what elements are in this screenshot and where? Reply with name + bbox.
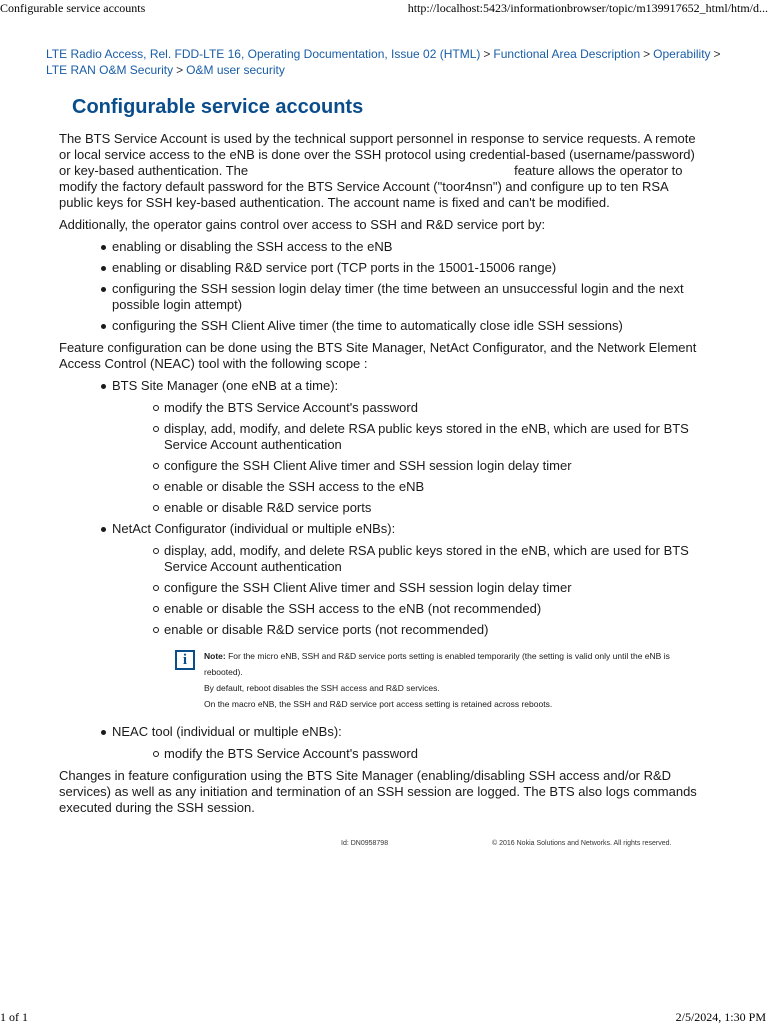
neac-capability-list — [112, 746, 699, 762]
copyright-notice: © 2016 Nokia Solutions and Networks. All rights reserved. — [492, 840, 672, 847]
note-line-2: By default, reboot disables the SSH access and R&D services. — [204, 683, 440, 693]
tool-label: NetAct Configurator (individual or multiple eNBs): — [112, 521, 396, 536]
list-item: display, add, modify, and delete RSA public keys stored in the eNB, which are used for BTS Service Account authentication — [112, 421, 699, 453]
tool-list — [59, 378, 699, 762]
tool-netact-configurator — [59, 521, 699, 712]
intro-text-part1: The BTS Service Account is used by the technical support personnel in response to service requests. A remote or local service access to the eNB is done over the SSH protocol using credential-based (username/password) or key-based authentication. The — [59, 131, 696, 178]
bts-capability-list — [112, 400, 699, 516]
list-item: configuring the SSH Client Alive timer (the time to automatically close idle SSH sessions) — [59, 318, 699, 334]
print-datetime: 2/5/2024, 1:30 PM — [675, 1010, 766, 1024]
list-item: enabling or disabling R&D service port (TCP ports in the 15001-15006 range) — [59, 260, 699, 276]
document-id: Id: DN0958798 — [341, 840, 389, 847]
list-item: modify the BTS Service Account's password — [112, 746, 699, 762]
changes-paragraph: Changes in feature configuration using the BTS Site Manager (enabling/disabling SSH access and/or R&D services) as well as any initiation and termination of an SSH session are logged. The BTS also logs commands executed during the SSH session. — [59, 768, 697, 815]
feature-config-paragraph: Feature configuration can be done using the BTS Site Manager, NetAct Configurator, and the Network Element Access Control (NEAC) tool with the following scope : — [59, 340, 697, 371]
list-item: enable or disable the SSH access to the eNB — [112, 479, 699, 495]
breadcrumb-link-operability[interactable]: Operability — [653, 47, 711, 61]
list-item: enable or disable R&D service ports — [112, 500, 699, 516]
tool-bts-site-manager — [59, 378, 699, 516]
breadcrumb-separator: > — [483, 47, 491, 61]
article-body — [59, 131, 699, 822]
intro-paragraph — [59, 131, 699, 211]
info-icon: i — [175, 650, 195, 670]
print-header-title: Configurable service accounts — [0, 1, 146, 15]
breadcrumb-separator: > — [713, 47, 721, 61]
print-header-url: http://localhost:5423/informationbrowser/topic/m139917652_html/htm/d... — [407, 1, 768, 15]
print-header — [0, 0, 768, 16]
list-item: configure the SSH Client Alive timer and SSH session login delay timer — [112, 580, 699, 596]
list-item: enabling or disabling the SSH access to the eNB — [59, 239, 699, 255]
breadcrumb-link-ran-security[interactable]: LTE RAN O&M Security — [46, 63, 174, 77]
page-count: 1 of 1 — [0, 1010, 28, 1024]
tool-label: BTS Site Manager (one eNB at a time): — [112, 378, 339, 393]
control-list — [59, 239, 699, 334]
tool-label: NEAC tool (individual or multiple eNBs): — [112, 724, 342, 739]
list-item: modify the BTS Service Account's password — [112, 400, 699, 416]
print-footer — [0, 1010, 768, 1024]
page-title: Configurable service accounts — [72, 96, 364, 118]
breadcrumb — [46, 46, 726, 78]
intro-text-part2: feature allows the operator to modify the factory default password for the BTS Service Account ("toor4nsn") and configure up to ten RSA public keys for SSH key-based authentication. The account name is fixed and can't be modified. — [59, 163, 683, 210]
breadcrumb-link-functional-area[interactable]: Functional Area Description — [493, 47, 641, 61]
breadcrumb-separator: > — [643, 47, 651, 61]
list-item: configuring the SSH session login delay timer (the time between an unsuccessful login and the next possible login attempt) — [59, 281, 699, 313]
note-box — [175, 648, 699, 712]
list-item: enable or disable the SSH access to the eNB (not recommended) — [112, 601, 699, 617]
additionally-paragraph: Additionally, the operator gains control over access to SSH and R&D service port by: — [59, 217, 546, 232]
breadcrumb-link-release[interactable]: LTE Radio Access, Rel. FDD-LTE 16, Operating Documentation, Issue 02 (HTML) — [46, 47, 481, 61]
note-label: Note: — [204, 651, 226, 661]
note-text — [204, 648, 699, 712]
breadcrumb-separator: > — [176, 63, 184, 77]
breadcrumb-link-user-security[interactable]: O&M user security — [186, 63, 285, 77]
note-line-3: On the macro eNB, the SSH and R&D service port access setting is retained across reboots. — [204, 699, 553, 709]
list-item: display, add, modify, and delete RSA public keys stored in the eNB, which are used for BTS Service Account authentication — [112, 543, 699, 575]
list-item: configure the SSH Client Alive timer and SSH session login delay timer — [112, 458, 699, 474]
list-item: enable or disable R&D service ports (not recommended) — [112, 622, 699, 638]
netact-capability-list — [112, 543, 699, 638]
tool-neac — [59, 724, 699, 762]
note-line-1: For the micro eNB, SSH and R&D service ports setting is enabled temporarily (the setting is valid only until the eNB is rebooted). — [204, 651, 670, 677]
